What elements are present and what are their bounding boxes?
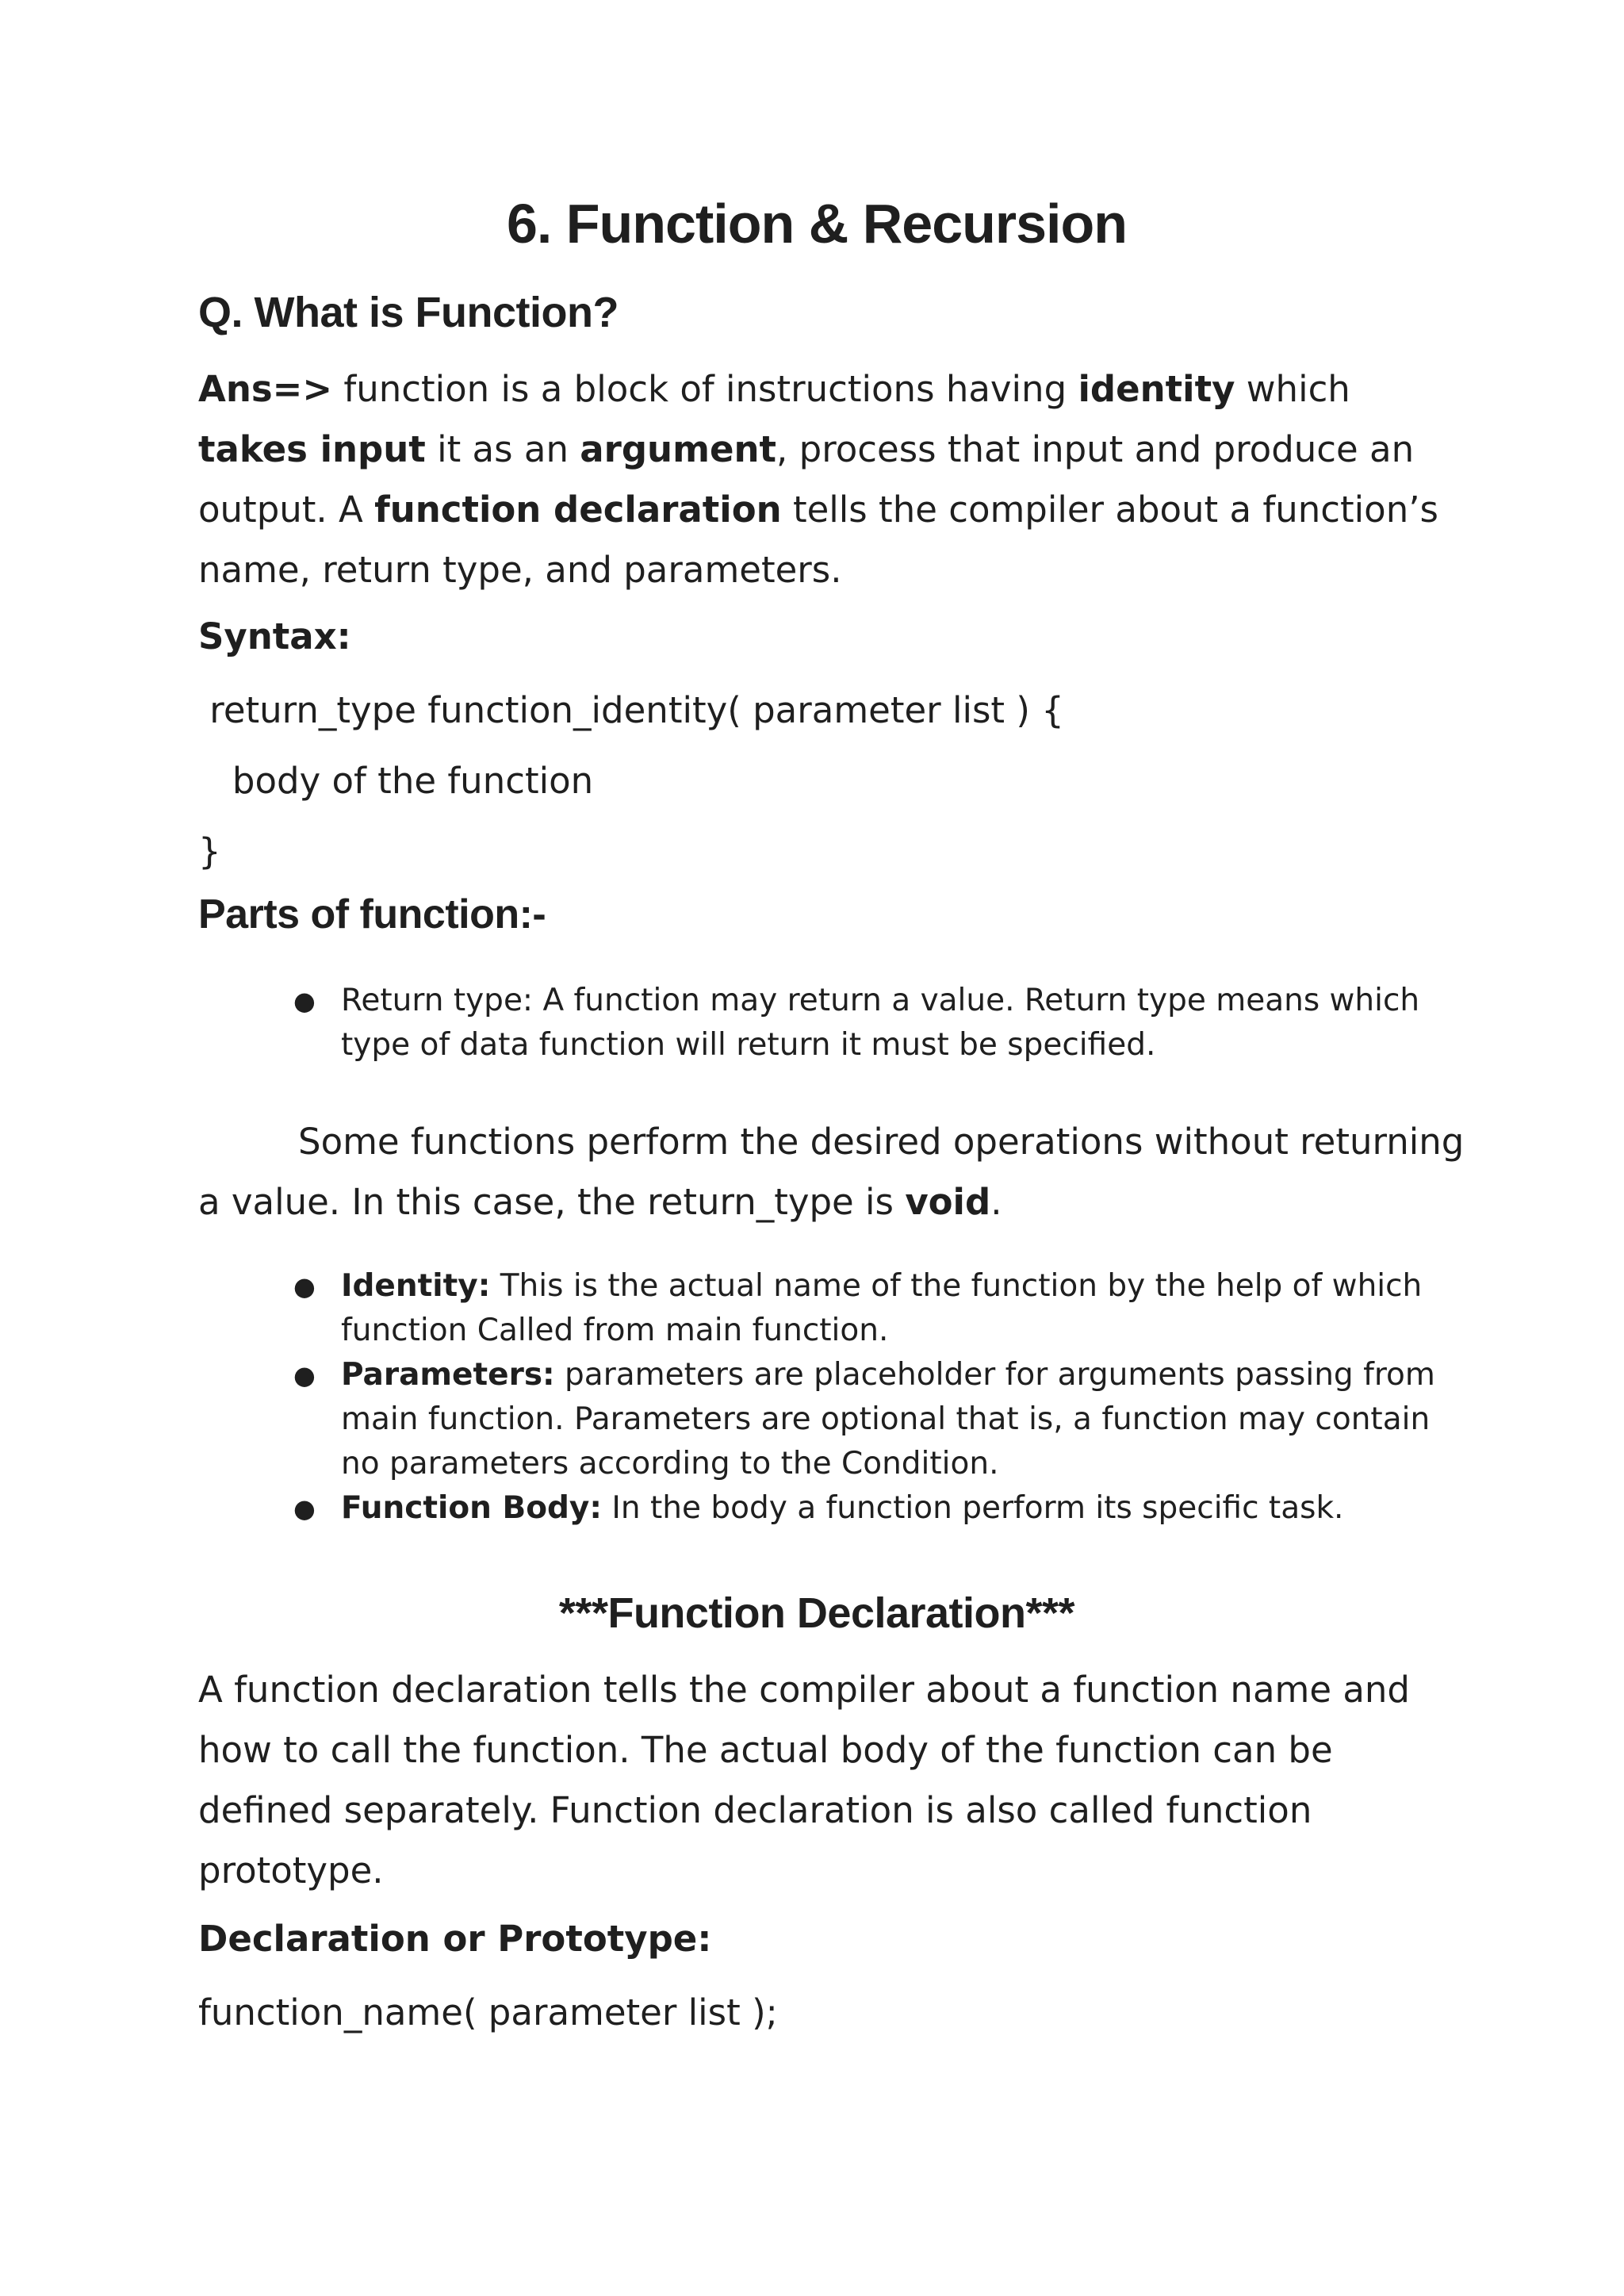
syntax-line-2: body of the function: [198, 759, 594, 802]
answer-paragraph: Ans=> function is a block of instructions having identity which takes input it as an argument, process that input and produce an output. A function declaration tells the compiler about a function’s name, return type, and parameters.: [198, 367, 1438, 591]
declaration-paragraph: A function declaration tells the compiler about a function name and how to call the function. The actual body of the function can be defined separately. Function declaration is also called function prototype.: [198, 1668, 1411, 1892]
page-title: 6. Function & Recursion: [506, 193, 1128, 255]
return-type-list: [198, 979, 1467, 1068]
parts-list: [198, 1264, 1467, 1531]
list-item-function-body: ● Function Body: In the body a function perform its specific task.: [293, 1486, 1467, 1531]
bullet-icon: ●: [293, 986, 316, 1017]
declaration-heading: ***Function Declaration***: [558, 1589, 1075, 1638]
bullet-icon: ●: [293, 1271, 316, 1302]
syntax-line-3: }: [198, 830, 221, 872]
bullet-icon: ●: [293, 1360, 316, 1391]
list-item-identity: ● Identity: This is the actual name of the function by the help of which function Called from main function.: [293, 1264, 1467, 1353]
document-page: [198, 190, 1467, 2048]
parts-heading: Parts of function:-: [198, 891, 546, 937]
declaration-label: Declaration or Prototype:: [198, 1917, 712, 1960]
syntax-label: Syntax:: [198, 615, 351, 657]
void-note-paragraph: Some functions perform the desired operations without returning a value. In this case, the return_type is void.: [198, 1121, 1465, 1224]
answer-prefix: Ans=>: [198, 367, 333, 410]
declaration-code: function_name( parameter list );: [198, 1991, 778, 2033]
list-item-parameters: ● Parameters: parameters are placeholder for arguments passing from main function. Parameters are optional that is, a function may contain no parameters according to the Condition.: [293, 1353, 1467, 1486]
syntax-code-block: [198, 675, 1467, 887]
syntax-line-1: return_type function_identity( parameter list ) {: [198, 688, 1064, 731]
question-heading: Q. What is Function?: [198, 289, 619, 336]
list-item-return-type: ● Return type: A function may return a value. Return type means which type of data function will return it must be specified.: [293, 979, 1467, 1068]
bullet-icon: ●: [293, 1493, 316, 1524]
